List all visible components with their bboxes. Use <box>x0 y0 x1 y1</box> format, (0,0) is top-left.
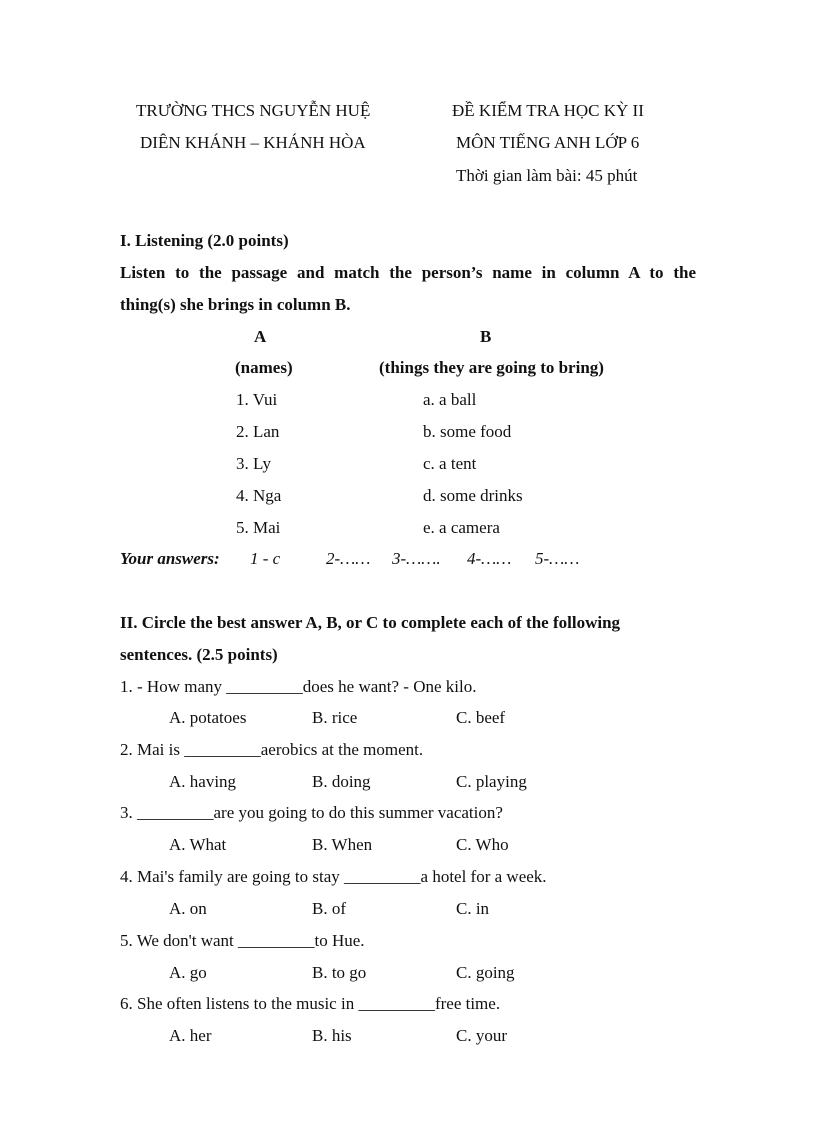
thing-item: c. a tent <box>423 454 477 473</box>
option-c: C. beef <box>456 708 506 727</box>
question-text: 6. She often listens to the music in _________free time. <box>120 994 501 1013</box>
option-b: B. doing <box>312 772 371 791</box>
option-a: A. go <box>169 963 207 982</box>
option-a: A. What <box>169 835 227 854</box>
column-a-subheader: (names) <box>235 358 293 377</box>
answer-item: 3-……. <box>392 549 441 568</box>
section1-heading: I. Listening (2.0 points) <box>120 231 289 250</box>
name-item: 4. Nga <box>236 486 282 505</box>
answer-item: 4-…… <box>467 549 512 568</box>
question-text: 5. We don't want _________to Hue. <box>120 931 365 950</box>
exam-subject: MÔN TIẾNG ANH LỚP 6 <box>456 133 640 152</box>
school-location: DIÊN KHÁNH – KHÁNH HÒA <box>140 133 366 152</box>
question-text: 3. _________are you going to do this summer vacation? <box>120 803 503 822</box>
option-b: B. When <box>312 835 373 854</box>
exam-duration: Thời gian làm bài: 45 phút <box>456 166 638 185</box>
option-a: A. potatoes <box>169 708 247 727</box>
thing-item: e. a camera <box>423 518 500 537</box>
section1-instruction-line2: thing(s) she brings in column B. <box>120 295 351 314</box>
answer-item: 1 - c <box>250 549 281 568</box>
question-text: 4. Mai's family are going to stay _________a hotel for a week. <box>120 867 547 886</box>
option-c: C. playing <box>456 772 527 791</box>
option-a: A. having <box>169 772 237 791</box>
answer-item: 5-…… <box>535 549 580 568</box>
section2-heading-line1: II. Circle the best answer A, B, or C to complete each of the following <box>120 613 621 632</box>
school-name: TRƯỜNG THCS NGUYỄN HUỆ <box>136 101 371 120</box>
exam-title: ĐỀ KIỂM TRA HỌC KỲ II <box>452 101 644 120</box>
option-a: A. her <box>169 1026 212 1045</box>
option-b: B. rice <box>312 708 358 727</box>
option-b: B. to go <box>312 963 367 982</box>
name-item: 5. Mai <box>236 518 281 537</box>
option-c: C. your <box>456 1026 507 1045</box>
column-a-header: A <box>254 327 267 346</box>
section2-heading-line2: sentences. (2.5 points) <box>120 645 278 664</box>
option-b: B. of <box>312 899 346 918</box>
column-b-subheader: (things they are going to bring) <box>379 358 604 377</box>
column-b-header: B <box>480 327 492 346</box>
option-c: C. Who <box>456 835 509 854</box>
option-a: A. on <box>169 899 207 918</box>
option-c: C. going <box>456 963 515 982</box>
option-b: B. his <box>312 1026 352 1045</box>
name-item: 2. Lan <box>236 422 280 441</box>
thing-item: a. a ball <box>423 390 477 409</box>
question-text: 2. Mai is _________aerobics at the moment. <box>120 740 424 759</box>
name-item: 3. Ly <box>236 454 271 473</box>
thing-item: b. some food <box>423 422 512 441</box>
section1-instruction-line1: Listen to the passage and match the person’s name in column A to the <box>120 263 696 282</box>
thing-item: d. some drinks <box>423 486 523 505</box>
answers-label: Your answers: <box>120 549 220 568</box>
answer-item: 2-…… <box>326 549 371 568</box>
name-item: 1. Vui <box>236 390 278 409</box>
option-c: C. in <box>456 899 490 918</box>
question-text: 1. - How many _________does he want? - One kilo. <box>120 677 477 696</box>
